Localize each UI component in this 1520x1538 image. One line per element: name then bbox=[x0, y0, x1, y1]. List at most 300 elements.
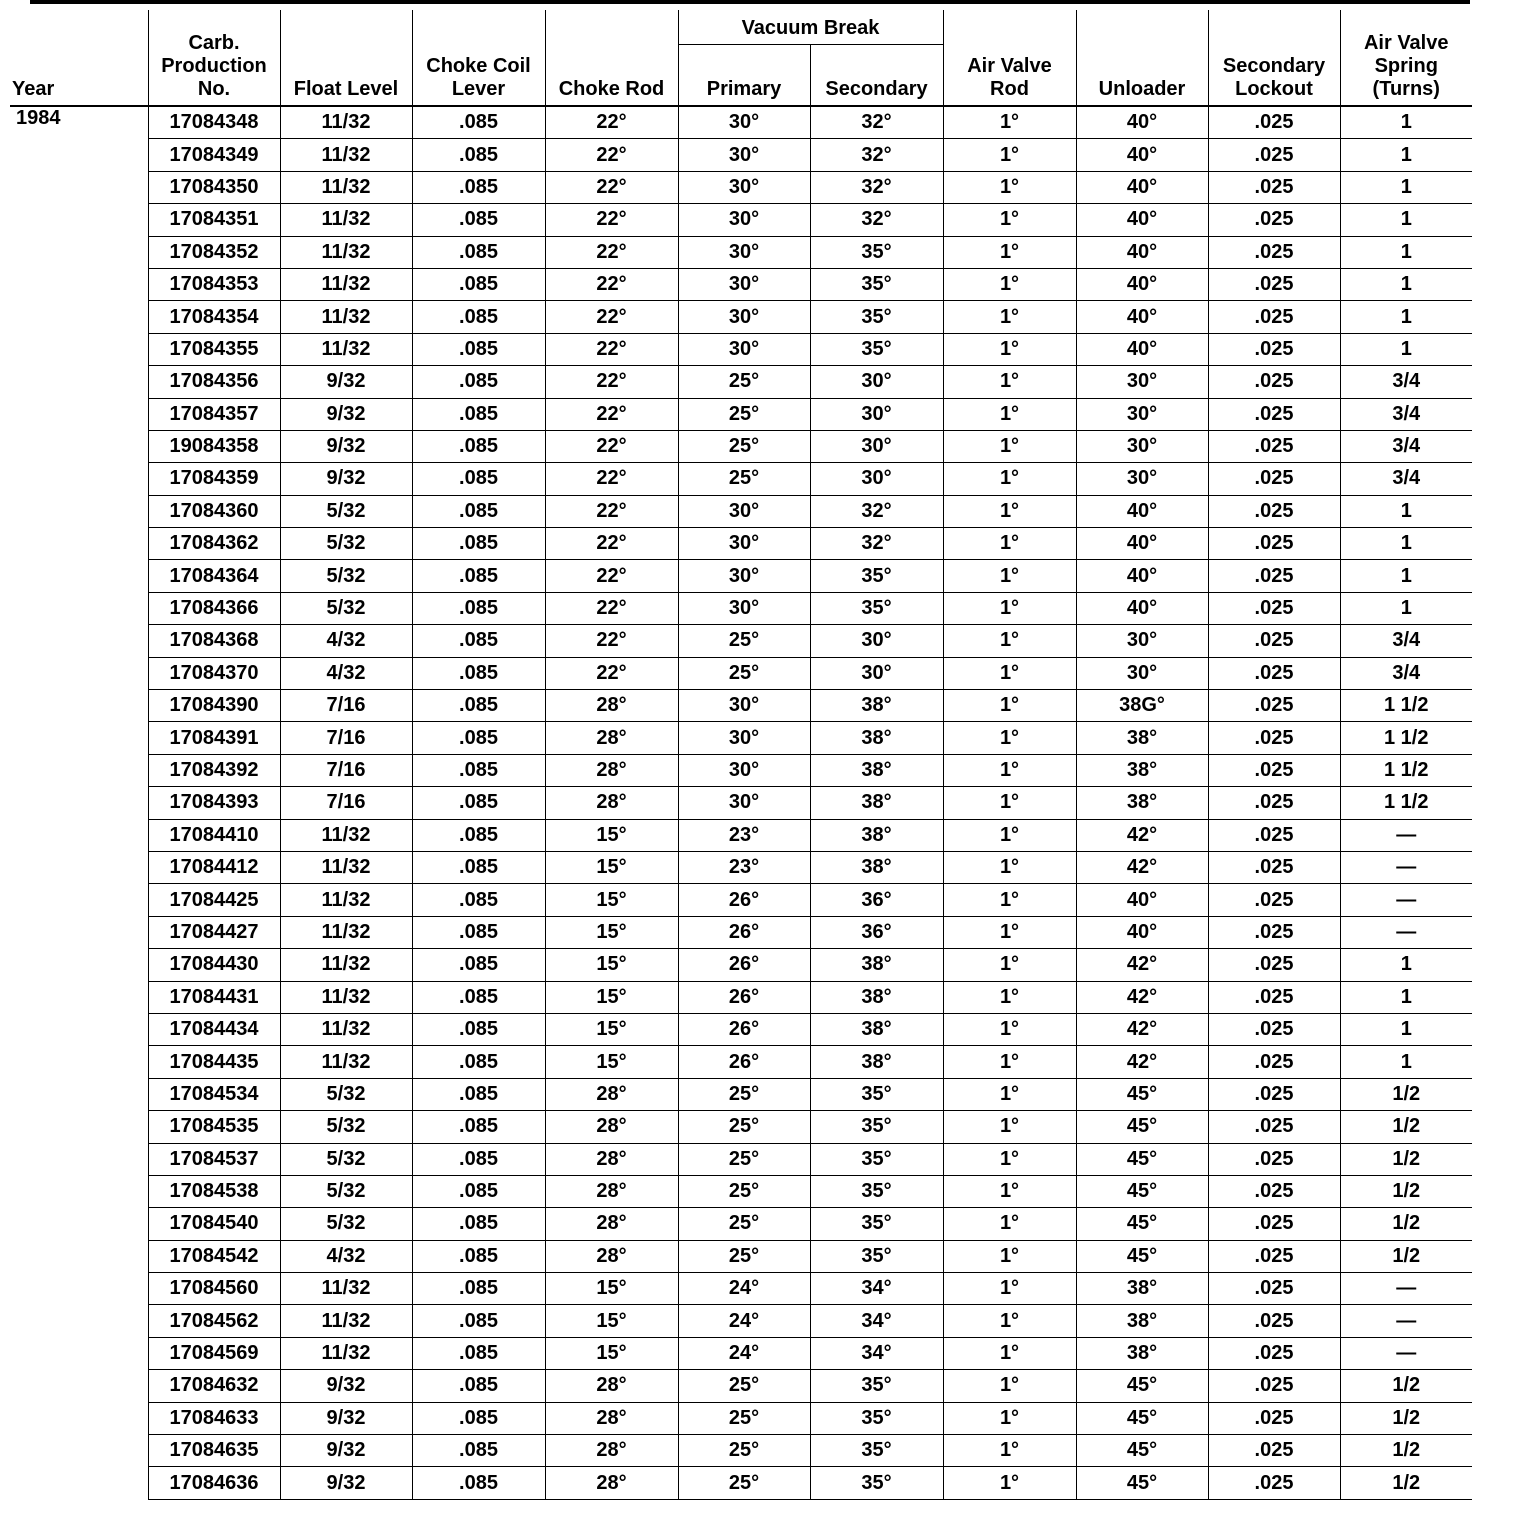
choke-rod-cell: 22° bbox=[545, 430, 678, 462]
vacuum-break-primary-cell: 25° bbox=[678, 657, 810, 689]
vacuum-break-primary-cell: 25° bbox=[678, 366, 810, 398]
choke-rod-cell: 22° bbox=[545, 495, 678, 527]
float-level-cell: 5/32 bbox=[280, 528, 412, 560]
secondary-lockout-cell: .025 bbox=[1208, 754, 1340, 786]
table-row bbox=[10, 204, 1472, 236]
air-valve-rod-cell: 1° bbox=[943, 1435, 1076, 1467]
choke-rod-cell: 15° bbox=[545, 1013, 678, 1045]
choke-rod-cell: 15° bbox=[545, 981, 678, 1013]
choke-coil-lever-cell: .085 bbox=[412, 851, 545, 883]
air-valve-spring-cell: 1/2 bbox=[1340, 1143, 1472, 1175]
header-air-valve-spring: Air Valve Spring (Turns) bbox=[1340, 10, 1472, 106]
float-level-cell: 11/32 bbox=[280, 333, 412, 365]
vacuum-break-secondary-cell: 38° bbox=[810, 819, 943, 851]
air-valve-spring-cell: 3/4 bbox=[1340, 625, 1472, 657]
secondary-lockout-cell: .025 bbox=[1208, 1078, 1340, 1110]
table-row bbox=[10, 722, 1472, 754]
carburetor-specifications-table bbox=[10, 10, 1472, 1500]
air-valve-rod-cell: 1° bbox=[943, 366, 1076, 398]
unloader-cell: 45° bbox=[1076, 1175, 1208, 1207]
choke-coil-lever-cell: .085 bbox=[412, 106, 545, 139]
vacuum-break-primary-cell: 26° bbox=[678, 949, 810, 981]
table-row bbox=[10, 1013, 1472, 1045]
secondary-lockout-cell: .025 bbox=[1208, 981, 1340, 1013]
carb-production-no-cell: 17084352 bbox=[148, 236, 280, 268]
table-row bbox=[10, 1305, 1472, 1337]
vacuum-break-secondary-cell: 35° bbox=[810, 1370, 943, 1402]
float-level-cell: 5/32 bbox=[280, 1111, 412, 1143]
air-valve-rod-cell: 1° bbox=[943, 333, 1076, 365]
choke-coil-lever-cell: .085 bbox=[412, 819, 545, 851]
air-valve-rod-cell: 1° bbox=[943, 236, 1076, 268]
table-row bbox=[10, 171, 1472, 203]
secondary-lockout-cell: .025 bbox=[1208, 787, 1340, 819]
vacuum-break-secondary-cell: 35° bbox=[810, 1111, 943, 1143]
air-valve-rod-cell: 1° bbox=[943, 495, 1076, 527]
secondary-lockout-cell: .025 bbox=[1208, 1046, 1340, 1078]
unloader-cell: 40° bbox=[1076, 204, 1208, 236]
vacuum-break-primary-cell: 25° bbox=[678, 1402, 810, 1434]
vacuum-break-primary-cell: 30° bbox=[678, 268, 810, 300]
unloader-cell: 45° bbox=[1076, 1143, 1208, 1175]
float-level-cell: 5/32 bbox=[280, 592, 412, 624]
choke-rod-cell: 22° bbox=[545, 268, 678, 300]
air-valve-rod-cell: 1° bbox=[943, 1370, 1076, 1402]
choke-rod-cell: 28° bbox=[545, 1208, 678, 1240]
table-row bbox=[10, 1467, 1472, 1499]
air-valve-spring-cell: — bbox=[1340, 819, 1472, 851]
vacuum-break-secondary-cell: 35° bbox=[810, 301, 943, 333]
secondary-lockout-cell: .025 bbox=[1208, 139, 1340, 171]
carb-production-no-cell: 17084535 bbox=[148, 1111, 280, 1143]
table-row bbox=[10, 560, 1472, 592]
vacuum-break-secondary-cell: 32° bbox=[810, 106, 943, 139]
vacuum-break-secondary-cell: 38° bbox=[810, 949, 943, 981]
table-row bbox=[10, 236, 1472, 268]
air-valve-rod-cell: 1° bbox=[943, 1273, 1076, 1305]
header-unloader: Unloader bbox=[1076, 10, 1208, 106]
choke-coil-lever-cell: .085 bbox=[412, 949, 545, 981]
secondary-lockout-cell: .025 bbox=[1208, 1370, 1340, 1402]
secondary-lockout-cell: .025 bbox=[1208, 722, 1340, 754]
choke-rod-cell: 22° bbox=[545, 236, 678, 268]
choke-coil-lever-cell: .085 bbox=[412, 1467, 545, 1499]
vacuum-break-secondary-cell: 35° bbox=[810, 333, 943, 365]
secondary-lockout-cell: .025 bbox=[1208, 657, 1340, 689]
vacuum-break-secondary-cell: 35° bbox=[810, 1240, 943, 1272]
carb-production-no-cell: 17084353 bbox=[148, 268, 280, 300]
table-row bbox=[10, 657, 1472, 689]
choke-rod-cell: 28° bbox=[545, 1143, 678, 1175]
air-valve-spring-cell: 3/4 bbox=[1340, 463, 1472, 495]
unloader-cell: 45° bbox=[1076, 1078, 1208, 1110]
secondary-lockout-cell: .025 bbox=[1208, 625, 1340, 657]
air-valve-spring-cell: — bbox=[1340, 1305, 1472, 1337]
choke-coil-lever-cell: .085 bbox=[412, 754, 545, 786]
carb-production-no-cell: 17084360 bbox=[148, 495, 280, 527]
unloader-cell: 38° bbox=[1076, 754, 1208, 786]
float-level-cell: 9/32 bbox=[280, 1402, 412, 1434]
float-level-cell: 9/32 bbox=[280, 463, 412, 495]
carb-production-no-cell: 17084348 bbox=[148, 106, 280, 139]
choke-rod-cell: 22° bbox=[545, 592, 678, 624]
vacuum-break-primary-cell: 25° bbox=[678, 625, 810, 657]
choke-coil-lever-cell: .085 bbox=[412, 495, 545, 527]
air-valve-rod-cell: 1° bbox=[943, 171, 1076, 203]
vacuum-break-primary-cell: 30° bbox=[678, 592, 810, 624]
choke-coil-lever-cell: .085 bbox=[412, 1402, 545, 1434]
air-valve-spring-cell: 1 bbox=[1340, 528, 1472, 560]
unloader-cell: 45° bbox=[1076, 1370, 1208, 1402]
table-row bbox=[10, 851, 1472, 883]
carb-production-no-cell: 17084560 bbox=[148, 1273, 280, 1305]
carb-production-no-cell: 17084356 bbox=[148, 366, 280, 398]
carb-production-no-cell: 17084542 bbox=[148, 1240, 280, 1272]
unloader-cell: 30° bbox=[1076, 625, 1208, 657]
choke-rod-cell: 15° bbox=[545, 1273, 678, 1305]
air-valve-spring-cell: 1/2 bbox=[1340, 1175, 1472, 1207]
float-level-cell: 11/32 bbox=[280, 916, 412, 948]
vacuum-break-primary-cell: 30° bbox=[678, 106, 810, 139]
carb-production-no-cell: 17084355 bbox=[148, 333, 280, 365]
float-level-cell: 11/32 bbox=[280, 1273, 412, 1305]
unloader-cell: 30° bbox=[1076, 398, 1208, 430]
table-row bbox=[10, 301, 1472, 333]
unloader-cell: 38G° bbox=[1076, 690, 1208, 722]
carb-production-no-cell: 17084391 bbox=[148, 722, 280, 754]
carb-production-no-cell: 17084357 bbox=[148, 398, 280, 430]
carb-production-no-cell: 17084354 bbox=[148, 301, 280, 333]
carb-production-no-cell: 19084358 bbox=[148, 430, 280, 462]
float-level-cell: 7/16 bbox=[280, 754, 412, 786]
header-choke-coil-lever: Choke Coil Lever bbox=[412, 10, 545, 106]
air-valve-spring-cell: 3/4 bbox=[1340, 430, 1472, 462]
air-valve-rod-cell: 1° bbox=[943, 139, 1076, 171]
float-level-cell: 11/32 bbox=[280, 301, 412, 333]
carb-production-no-cell: 17084392 bbox=[148, 754, 280, 786]
carb-production-no-cell: 17084393 bbox=[148, 787, 280, 819]
choke-rod-cell: 28° bbox=[545, 1240, 678, 1272]
air-valve-spring-cell: 1/2 bbox=[1340, 1402, 1472, 1434]
float-level-cell: 4/32 bbox=[280, 657, 412, 689]
carb-production-no-cell: 17084431 bbox=[148, 981, 280, 1013]
table-row bbox=[10, 819, 1472, 851]
table-row bbox=[10, 1402, 1472, 1434]
choke-rod-cell: 15° bbox=[545, 884, 678, 916]
air-valve-rod-cell: 1° bbox=[943, 690, 1076, 722]
unloader-cell: 30° bbox=[1076, 657, 1208, 689]
air-valve-rod-cell: 1° bbox=[943, 819, 1076, 851]
choke-rod-cell: 28° bbox=[545, 1370, 678, 1402]
float-level-cell: 7/16 bbox=[280, 690, 412, 722]
float-level-cell: 11/32 bbox=[280, 268, 412, 300]
carb-production-no-cell: 17084562 bbox=[148, 1305, 280, 1337]
air-valve-spring-cell: 1 bbox=[1340, 1046, 1472, 1078]
carb-production-no-cell: 17084633 bbox=[148, 1402, 280, 1434]
vacuum-break-secondary-cell: 35° bbox=[810, 236, 943, 268]
air-valve-rod-cell: 1° bbox=[943, 268, 1076, 300]
vacuum-break-primary-cell: 30° bbox=[678, 787, 810, 819]
air-valve-spring-cell: 1 1/2 bbox=[1340, 787, 1472, 819]
choke-coil-lever-cell: .085 bbox=[412, 1240, 545, 1272]
float-level-cell: 11/32 bbox=[280, 1046, 412, 1078]
vacuum-break-secondary-cell: 38° bbox=[810, 1013, 943, 1045]
vacuum-break-primary-cell: 30° bbox=[678, 754, 810, 786]
choke-rod-cell: 22° bbox=[545, 398, 678, 430]
unloader-cell: 42° bbox=[1076, 851, 1208, 883]
table-row bbox=[10, 1175, 1472, 1207]
choke-rod-cell: 22° bbox=[545, 139, 678, 171]
secondary-lockout-cell: .025 bbox=[1208, 528, 1340, 560]
choke-coil-lever-cell: .085 bbox=[412, 625, 545, 657]
unloader-cell: 40° bbox=[1076, 884, 1208, 916]
air-valve-rod-cell: 1° bbox=[943, 1175, 1076, 1207]
choke-rod-cell: 22° bbox=[545, 204, 678, 236]
table-row bbox=[10, 495, 1472, 527]
choke-coil-lever-cell: .085 bbox=[412, 1370, 545, 1402]
vacuum-break-primary-cell: 25° bbox=[678, 1208, 810, 1240]
choke-rod-cell: 22° bbox=[545, 106, 678, 139]
carb-production-no-cell: 17084534 bbox=[148, 1078, 280, 1110]
choke-coil-lever-cell: .085 bbox=[412, 657, 545, 689]
choke-rod-cell: 15° bbox=[545, 1046, 678, 1078]
vacuum-break-primary-cell: 30° bbox=[678, 139, 810, 171]
float-level-cell: 5/32 bbox=[280, 1078, 412, 1110]
air-valve-spring-cell: 1 bbox=[1340, 268, 1472, 300]
air-valve-spring-cell: 1/2 bbox=[1340, 1208, 1472, 1240]
vacuum-break-primary-cell: 23° bbox=[678, 851, 810, 883]
vacuum-break-secondary-cell: 32° bbox=[810, 171, 943, 203]
air-valve-spring-cell: 1 bbox=[1340, 592, 1472, 624]
air-valve-spring-cell: 1 bbox=[1340, 139, 1472, 171]
unloader-cell: 38° bbox=[1076, 1305, 1208, 1337]
vacuum-break-secondary-cell: 30° bbox=[810, 625, 943, 657]
vacuum-break-secondary-cell: 30° bbox=[810, 657, 943, 689]
vacuum-break-secondary-cell: 30° bbox=[810, 430, 943, 462]
air-valve-spring-cell: 3/4 bbox=[1340, 366, 1472, 398]
carb-production-no-cell: 17084636 bbox=[148, 1467, 280, 1499]
table-row bbox=[10, 430, 1472, 462]
air-valve-rod-cell: 1° bbox=[943, 1143, 1076, 1175]
header-choke-rod: Choke Rod bbox=[545, 10, 678, 106]
header-year: Year bbox=[10, 10, 148, 106]
carb-production-no-cell: 17084366 bbox=[148, 592, 280, 624]
carb-production-no-cell: 17084632 bbox=[148, 1370, 280, 1402]
vacuum-break-primary-cell: 25° bbox=[678, 1240, 810, 1272]
air-valve-spring-cell: 1 bbox=[1340, 333, 1472, 365]
vacuum-break-primary-cell: 25° bbox=[678, 430, 810, 462]
carb-production-no-cell: 17084434 bbox=[148, 1013, 280, 1045]
air-valve-spring-cell: 1/2 bbox=[1340, 1467, 1472, 1499]
air-valve-spring-cell: 1/2 bbox=[1340, 1111, 1472, 1143]
table-row bbox=[10, 398, 1472, 430]
secondary-lockout-cell: .025 bbox=[1208, 1175, 1340, 1207]
carb-production-no-cell: 17084349 bbox=[148, 139, 280, 171]
carb-production-no-cell: 17084368 bbox=[148, 625, 280, 657]
vacuum-break-secondary-cell: 38° bbox=[810, 722, 943, 754]
vacuum-break-primary-cell: 30° bbox=[678, 690, 810, 722]
float-level-cell: 9/32 bbox=[280, 1370, 412, 1402]
table-row bbox=[10, 592, 1472, 624]
secondary-lockout-cell: .025 bbox=[1208, 204, 1340, 236]
float-level-cell: 5/32 bbox=[280, 1143, 412, 1175]
vacuum-break-primary-cell: 25° bbox=[678, 398, 810, 430]
air-valve-rod-cell: 1° bbox=[943, 1013, 1076, 1045]
float-level-cell: 11/32 bbox=[280, 884, 412, 916]
choke-rod-cell: 22° bbox=[545, 171, 678, 203]
secondary-lockout-cell: .025 bbox=[1208, 949, 1340, 981]
float-level-cell: 11/32 bbox=[280, 1013, 412, 1045]
year-cell: 1984 bbox=[16, 107, 61, 129]
air-valve-spring-cell: 1/2 bbox=[1340, 1078, 1472, 1110]
vacuum-break-primary-cell: 26° bbox=[678, 981, 810, 1013]
carb-production-no-cell: 17084425 bbox=[148, 884, 280, 916]
air-valve-rod-cell: 1° bbox=[943, 463, 1076, 495]
secondary-lockout-cell: .025 bbox=[1208, 690, 1340, 722]
table-row bbox=[10, 625, 1472, 657]
float-level-cell: 11/32 bbox=[280, 171, 412, 203]
air-valve-rod-cell: 1° bbox=[943, 1305, 1076, 1337]
float-level-cell: 5/32 bbox=[280, 560, 412, 592]
air-valve-spring-cell: 1 1/2 bbox=[1340, 722, 1472, 754]
secondary-lockout-cell: .025 bbox=[1208, 1435, 1340, 1467]
header-secondary: Secondary bbox=[810, 44, 943, 106]
carb-production-no-cell: 17084370 bbox=[148, 657, 280, 689]
header-vacuum-break: Vacuum Break bbox=[678, 10, 943, 44]
table-row bbox=[10, 1078, 1472, 1110]
vacuum-break-secondary-cell: 35° bbox=[810, 592, 943, 624]
table-row bbox=[10, 1143, 1472, 1175]
vacuum-break-primary-cell: 24° bbox=[678, 1305, 810, 1337]
secondary-lockout-cell: .025 bbox=[1208, 268, 1340, 300]
unloader-cell: 45° bbox=[1076, 1208, 1208, 1240]
choke-rod-cell: 28° bbox=[545, 1435, 678, 1467]
choke-coil-lever-cell: .085 bbox=[412, 1013, 545, 1045]
unloader-cell: 40° bbox=[1076, 171, 1208, 203]
air-valve-spring-cell: — bbox=[1340, 851, 1472, 883]
vacuum-break-secondary-cell: 38° bbox=[810, 851, 943, 883]
header-float-level: Float Level bbox=[280, 10, 412, 106]
secondary-lockout-cell: .025 bbox=[1208, 495, 1340, 527]
carb-production-no-cell: 17084435 bbox=[148, 1046, 280, 1078]
top-rule bbox=[30, 0, 1470, 8]
air-valve-rod-cell: 1° bbox=[943, 1467, 1076, 1499]
table-row bbox=[10, 366, 1472, 398]
choke-coil-lever-cell: .085 bbox=[412, 690, 545, 722]
table-row bbox=[10, 106, 1472, 139]
secondary-lockout-cell: .025 bbox=[1208, 366, 1340, 398]
vacuum-break-secondary-cell: 35° bbox=[810, 1208, 943, 1240]
air-valve-spring-cell: 1 bbox=[1340, 171, 1472, 203]
float-level-cell: 11/32 bbox=[280, 106, 412, 139]
unloader-cell: 45° bbox=[1076, 1240, 1208, 1272]
secondary-lockout-cell: .025 bbox=[1208, 398, 1340, 430]
float-level-cell: 5/32 bbox=[280, 1175, 412, 1207]
unloader-cell: 38° bbox=[1076, 787, 1208, 819]
carb-production-no-cell: 17084635 bbox=[148, 1435, 280, 1467]
table-row bbox=[10, 981, 1472, 1013]
carb-production-no-cell: 17084351 bbox=[148, 204, 280, 236]
table-row bbox=[10, 1240, 1472, 1272]
vacuum-break-secondary-cell: 35° bbox=[810, 1435, 943, 1467]
vacuum-break-primary-cell: 30° bbox=[678, 171, 810, 203]
float-level-cell: 7/16 bbox=[280, 787, 412, 819]
table-row bbox=[10, 916, 1472, 948]
unloader-cell: 45° bbox=[1076, 1111, 1208, 1143]
choke-coil-lever-cell: .085 bbox=[412, 398, 545, 430]
secondary-lockout-cell: .025 bbox=[1208, 1402, 1340, 1434]
choke-rod-cell: 22° bbox=[545, 560, 678, 592]
unloader-cell: 42° bbox=[1076, 819, 1208, 851]
choke-rod-cell: 22° bbox=[545, 366, 678, 398]
air-valve-rod-cell: 1° bbox=[943, 949, 1076, 981]
vacuum-break-secondary-cell: 34° bbox=[810, 1305, 943, 1337]
vacuum-break-secondary-cell: 34° bbox=[810, 1337, 943, 1369]
air-valve-spring-cell: 1/2 bbox=[1340, 1240, 1472, 1272]
vacuum-break-primary-cell: 30° bbox=[678, 528, 810, 560]
table-row bbox=[10, 1208, 1472, 1240]
vacuum-break-secondary-cell: 32° bbox=[810, 528, 943, 560]
secondary-lockout-cell: .025 bbox=[1208, 1467, 1340, 1499]
air-valve-rod-cell: 1° bbox=[943, 787, 1076, 819]
unloader-cell: 45° bbox=[1076, 1435, 1208, 1467]
vacuum-break-primary-cell: 26° bbox=[678, 1046, 810, 1078]
carb-production-no-cell: 17084390 bbox=[148, 690, 280, 722]
float-level-cell: 11/32 bbox=[280, 981, 412, 1013]
choke-rod-cell: 22° bbox=[545, 301, 678, 333]
secondary-lockout-cell: .025 bbox=[1208, 819, 1340, 851]
choke-coil-lever-cell: .085 bbox=[412, 1435, 545, 1467]
air-valve-spring-cell: 1 bbox=[1340, 106, 1472, 139]
air-valve-rod-cell: 1° bbox=[943, 1337, 1076, 1369]
air-valve-spring-cell: — bbox=[1340, 1337, 1472, 1369]
unloader-cell: 40° bbox=[1076, 560, 1208, 592]
unloader-cell: 40° bbox=[1076, 495, 1208, 527]
choke-coil-lever-cell: .085 bbox=[412, 560, 545, 592]
air-valve-spring-cell: 3/4 bbox=[1340, 657, 1472, 689]
carb-production-no-cell: 17084412 bbox=[148, 851, 280, 883]
vacuum-break-primary-cell: 24° bbox=[678, 1337, 810, 1369]
choke-rod-cell: 22° bbox=[545, 657, 678, 689]
secondary-lockout-cell: .025 bbox=[1208, 1273, 1340, 1305]
vacuum-break-primary-cell: 25° bbox=[678, 1078, 810, 1110]
carb-production-no-cell: 17084430 bbox=[148, 949, 280, 981]
unloader-cell: 45° bbox=[1076, 1402, 1208, 1434]
choke-coil-lever-cell: .085 bbox=[412, 1111, 545, 1143]
choke-rod-cell: 15° bbox=[545, 949, 678, 981]
vacuum-break-secondary-cell: 35° bbox=[810, 1143, 943, 1175]
vacuum-break-secondary-cell: 38° bbox=[810, 690, 943, 722]
table-row bbox=[10, 333, 1472, 365]
vacuum-break-secondary-cell: 38° bbox=[810, 787, 943, 819]
vacuum-break-primary-cell: 25° bbox=[678, 463, 810, 495]
air-valve-rod-cell: 1° bbox=[943, 1078, 1076, 1110]
float-level-cell: 11/32 bbox=[280, 1337, 412, 1369]
choke-coil-lever-cell: .085 bbox=[412, 171, 545, 203]
choke-coil-lever-cell: .085 bbox=[412, 1046, 545, 1078]
choke-coil-lever-cell: .085 bbox=[412, 722, 545, 754]
table-row bbox=[10, 787, 1472, 819]
choke-rod-cell: 15° bbox=[545, 851, 678, 883]
carb-production-no-cell: 17084350 bbox=[148, 171, 280, 203]
vacuum-break-secondary-cell: 38° bbox=[810, 981, 943, 1013]
carb-production-no-cell: 17084537 bbox=[148, 1143, 280, 1175]
secondary-lockout-cell: .025 bbox=[1208, 884, 1340, 916]
choke-coil-lever-cell: .085 bbox=[412, 916, 545, 948]
vacuum-break-primary-cell: 25° bbox=[678, 1435, 810, 1467]
choke-rod-cell: 22° bbox=[545, 625, 678, 657]
air-valve-spring-cell: 1/2 bbox=[1340, 1370, 1472, 1402]
